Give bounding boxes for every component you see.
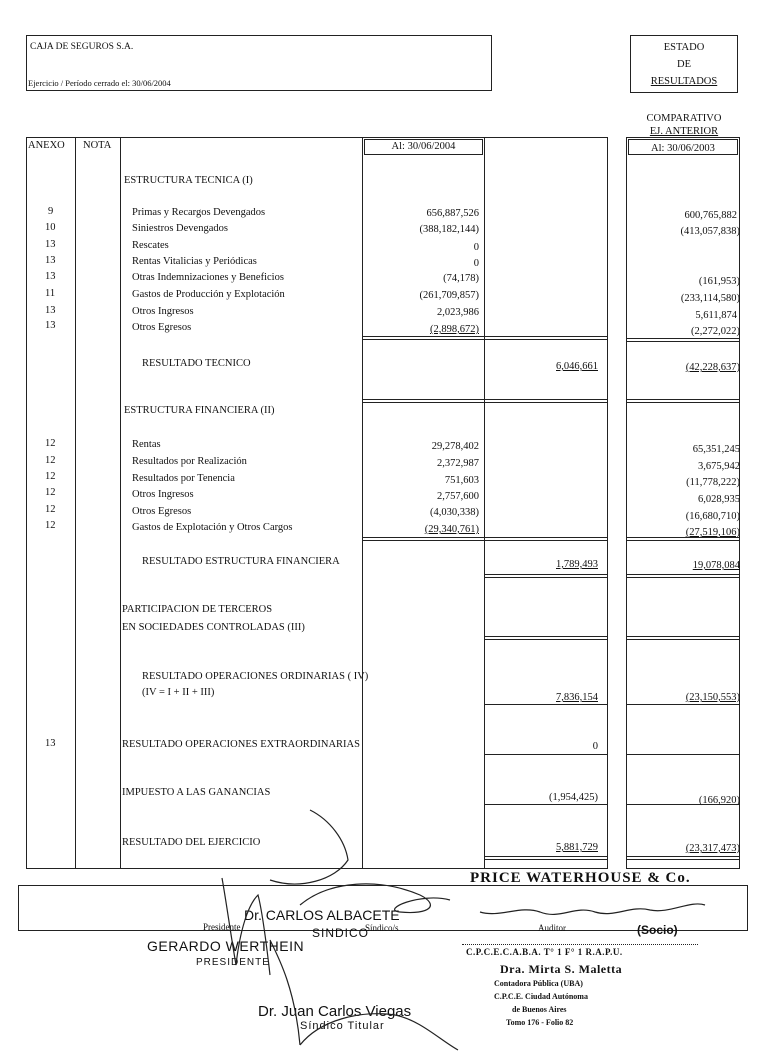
row-previous: (161,953) bbox=[698, 276, 740, 287]
rule-financiera-top bbox=[362, 537, 608, 541]
row-previous: 6,028,935 bbox=[698, 494, 740, 505]
title-line-2: DE bbox=[677, 59, 691, 70]
rule-tecnico-top bbox=[362, 336, 608, 340]
row-current: 0 bbox=[473, 242, 479, 253]
row-current: 656,887,526 bbox=[426, 208, 479, 219]
rule-ejercicio-bottom bbox=[484, 856, 608, 860]
row-anexo: 12 bbox=[45, 455, 56, 466]
row-label: Primas y Recargos Devengados bbox=[132, 207, 266, 218]
comparativo-label: COMPARATIVO bbox=[646, 113, 722, 124]
row-anexo: 11 bbox=[45, 288, 56, 299]
werthein-role: PRESIDENTE bbox=[196, 957, 270, 968]
stamp-dotted-rule bbox=[462, 944, 698, 945]
row-current: (261,709,857) bbox=[419, 290, 479, 301]
extraordinarias-current: 0 bbox=[592, 741, 598, 752]
section-financiera: ESTRUCTURA FINANCIERA (II) bbox=[124, 405, 275, 416]
rule-tecnico-top-prev bbox=[626, 338, 740, 342]
row-previous: 3,675,942 bbox=[698, 461, 740, 472]
row-label: Otras Indemnizaciones y Beneficios bbox=[132, 272, 284, 283]
col-divider-nota bbox=[120, 137, 121, 869]
participacion-label-1: PARTICIPACION DE TERCEROS bbox=[122, 604, 273, 615]
ordinarias-previous: (23,150,553) bbox=[685, 692, 740, 703]
resultado-tecnico-label: RESULTADO TECNICO bbox=[142, 358, 251, 369]
row-current: 2,372,987 bbox=[437, 458, 479, 469]
viegas-signature bbox=[270, 940, 458, 1050]
row-anexo: 13 bbox=[45, 305, 56, 316]
cpce-stamp: C.P.C.E.C.A.B.A. T° 1 F° 1 R.A.P.U. bbox=[466, 947, 623, 957]
previous-period-header: Al: 30/06/2003 bbox=[651, 143, 715, 154]
ordinarias-current: 7,836,154 bbox=[556, 692, 598, 703]
contadora-stamp: Contadora Pública (UBA) bbox=[494, 979, 583, 988]
row-current: (4,030,338) bbox=[430, 507, 479, 518]
rule-participacion-bottom bbox=[484, 636, 608, 640]
resultado-tecnico-previous: (42,228,637) bbox=[685, 362, 740, 373]
rule-impuesto-bottom-prev bbox=[626, 804, 740, 805]
albacete-role: SINDICO bbox=[312, 926, 370, 940]
title-line-1: ESTADO bbox=[663, 42, 705, 53]
resultado-financiera-previous: 19,078,084 bbox=[692, 560, 740, 571]
row-previous: 5,611,874 bbox=[695, 310, 737, 321]
current-period-header: Al: 30/06/2004 bbox=[391, 141, 456, 152]
auditor-caption: Auditor bbox=[538, 923, 566, 933]
rule-ordinarias-bottom bbox=[484, 704, 608, 705]
row-anexo: 13 bbox=[45, 255, 56, 266]
impuesto-previous: (166,920) bbox=[698, 795, 740, 806]
participacion-label-2: EN SOCIEDADES CONTROLADAS (III) bbox=[122, 622, 305, 633]
row-label: Resultados por Tenencia bbox=[132, 473, 235, 484]
row-label: Gastos de Producción y Explotación bbox=[132, 289, 285, 300]
col-divider-anexo bbox=[75, 137, 76, 869]
row-label: Resultados por Realización bbox=[132, 456, 247, 467]
rule-ordinarias-bottom-prev bbox=[626, 704, 740, 705]
ejercicio-label: RESULTADO DEL EJERCICIO bbox=[122, 837, 261, 848]
tomo-stamp: Tomo 176 - Folio 82 bbox=[506, 1018, 574, 1027]
resultado-financiera-current: 1,789,493 bbox=[556, 559, 598, 570]
row-previous: 65,351,245 bbox=[692, 444, 740, 455]
row-current: 2,757,600 bbox=[437, 491, 479, 502]
row-anexo: 13 bbox=[45, 239, 56, 250]
row-previous: (413,057,838) bbox=[680, 226, 740, 237]
row-label: Rescates bbox=[132, 240, 169, 251]
row-anexo: 12 bbox=[45, 520, 56, 531]
socio-caption: (Socio) bbox=[637, 923, 678, 937]
sindico-caption: Síndico/s bbox=[365, 923, 399, 933]
impuesto-label: IMPUESTO A LAS GANANCIAS bbox=[122, 787, 271, 798]
row-current: (388,182,144) bbox=[419, 224, 479, 235]
ejercicio-current: 5,881,729 bbox=[556, 842, 598, 853]
ordinarias-label-1: RESULTADO OPERACIONES ORDINARIAS ( IV) bbox=[142, 671, 369, 682]
row-label: Gastos de Explotación y Otros Cargos bbox=[132, 522, 293, 533]
row-label: Otros Egresos bbox=[132, 322, 192, 333]
resultado-financiera-label: RESULTADO ESTRUCTURA FINANCIERA bbox=[142, 556, 340, 567]
row-current: (74,178) bbox=[443, 273, 479, 284]
row-previous: (16,680,710) bbox=[685, 511, 740, 522]
period-text: Ejercicio / Período cerrado el: 30/06/2004 bbox=[28, 78, 171, 88]
cpce2-stamp: C.P.C.E. Ciudad Autónoma bbox=[494, 992, 588, 1001]
rule-participacion-bottom-prev bbox=[626, 636, 740, 640]
rule-financiera-bottom-prev bbox=[626, 574, 740, 578]
col-divider-current bbox=[362, 137, 363, 869]
row-previous: (27,519,106) bbox=[685, 527, 740, 538]
auditor-firm: PRICE WATERHOUSE & Co. bbox=[470, 870, 691, 886]
extraordinarias-label: RESULTADO OPERACIONES EXTRAORDINARIAS bbox=[122, 739, 360, 750]
maletta-stamp: Dra. Mirta S. Maletta bbox=[500, 962, 623, 976]
row-previous: 600,765,882 bbox=[684, 210, 737, 221]
resultado-tecnico-current: 6,046,661 bbox=[556, 361, 598, 372]
row-current: 29,278,402 bbox=[431, 441, 479, 452]
row-anexo: 12 bbox=[45, 487, 56, 498]
row-label: Otros Ingresos bbox=[132, 306, 194, 317]
row-previous: (2,272,022) bbox=[691, 326, 740, 337]
bsas-stamp: de Buenos Aires bbox=[512, 1005, 567, 1014]
row-anexo: 12 bbox=[45, 471, 56, 482]
werthein-stamp: GERARDO WERTHEIN bbox=[147, 938, 305, 954]
section-tecnica: ESTRUCTURA TECNICA (I) bbox=[124, 175, 253, 186]
row-anexo: 13 bbox=[45, 320, 56, 331]
rule-financiera-top-prev bbox=[626, 537, 740, 541]
row-label: Rentas Vitalicias y Periódicas bbox=[132, 256, 257, 267]
rule-extraordinarias-bottom-prev bbox=[626, 754, 740, 755]
ejercicio-previous: (23,317,473) bbox=[685, 843, 740, 854]
row-current: 751,603 bbox=[444, 475, 479, 486]
row-anexo: 12 bbox=[45, 504, 56, 515]
extraordinarias-anexo: 13 bbox=[45, 738, 56, 749]
title-line-3: RESULTADOS bbox=[650, 76, 718, 87]
row-anexo: 12 bbox=[45, 438, 56, 449]
albacete-stamp: Dr. CARLOS ALBACETE bbox=[244, 907, 400, 923]
rule-financiera-bottom bbox=[484, 574, 608, 578]
row-current: (2,898,672) bbox=[430, 324, 479, 335]
ordinarias-label-2: (IV = I + II + III) bbox=[142, 687, 215, 698]
viegas-role: Síndico Titular bbox=[300, 1020, 385, 1032]
row-previous: (233,114,580) bbox=[680, 293, 740, 304]
row-previous: (11,778,222) bbox=[686, 477, 740, 488]
row-anexo: 13 bbox=[45, 271, 56, 282]
company-name: CAJA DE SEGUROS S.A. bbox=[30, 42, 134, 52]
row-current: 2,023,986 bbox=[437, 307, 479, 318]
rule-extraordinarias-bottom bbox=[484, 754, 608, 755]
rule-ejercicio-bottom-prev bbox=[626, 856, 740, 860]
viegas-stamp: Dr. Juan Carlos Viegas bbox=[258, 1003, 412, 1020]
rule-tecnico-bottom bbox=[362, 399, 608, 403]
row-label: Otros Egresos bbox=[132, 506, 192, 517]
row-current: 0 bbox=[473, 258, 479, 269]
anexo-header: ANEXO bbox=[28, 140, 65, 151]
row-anexo: 9 bbox=[48, 206, 54, 217]
impuesto-current: (1,954,425) bbox=[549, 792, 598, 803]
row-anexo: 10 bbox=[45, 222, 56, 233]
nota-header: NOTA bbox=[83, 140, 112, 151]
ejercicio-anterior-label: EJ. ANTERIOR bbox=[649, 126, 719, 137]
row-label: Siniestros Devengados bbox=[132, 223, 228, 234]
row-current: (29,340,761) bbox=[424, 524, 479, 535]
presidente-caption: Presidente bbox=[203, 922, 241, 932]
rule-tecnico-bottom-prev bbox=[626, 399, 740, 403]
row-label: Otros Ingresos bbox=[132, 489, 194, 500]
main-table bbox=[26, 137, 608, 869]
rule-impuesto-bottom bbox=[484, 804, 608, 805]
col-divider-total bbox=[484, 137, 485, 869]
row-label: Rentas bbox=[132, 439, 161, 450]
